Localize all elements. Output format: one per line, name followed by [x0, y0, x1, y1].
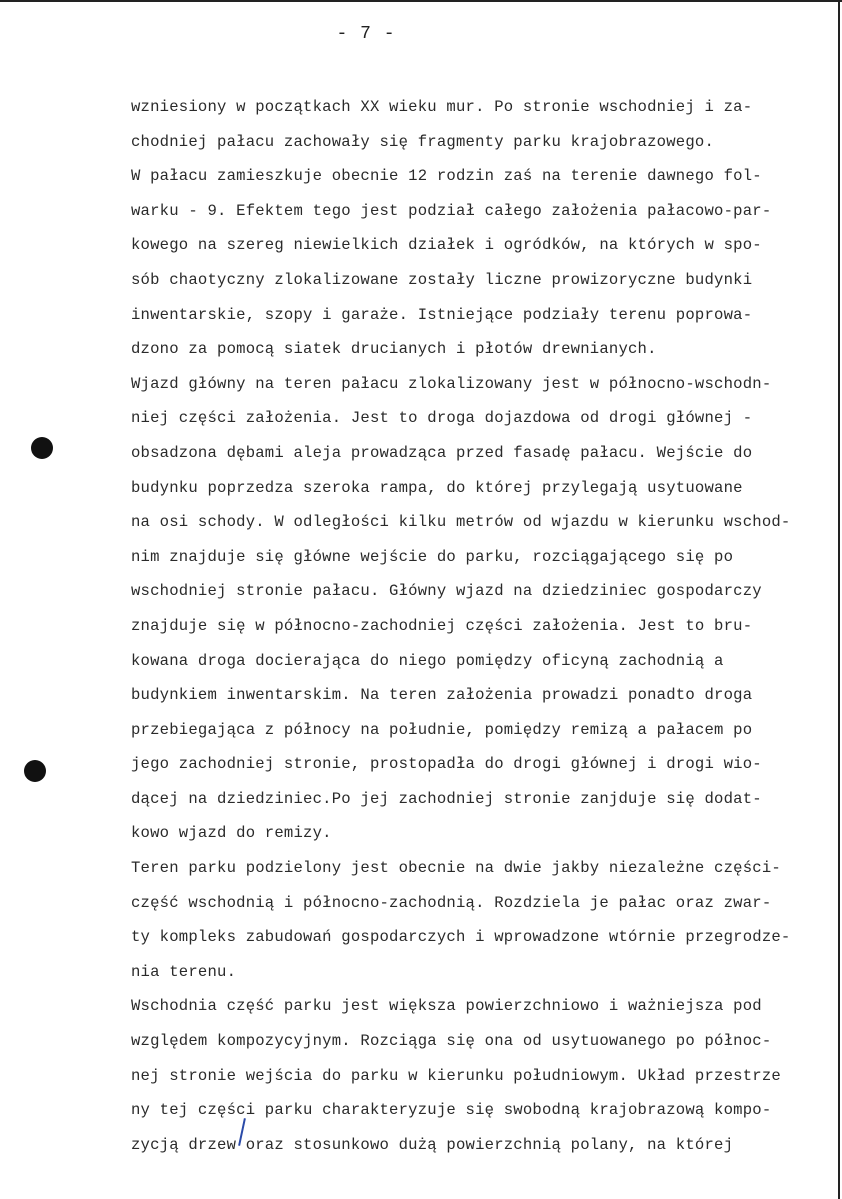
text-line: Wschodnia część parku jest większa powierzchniowo i ważniejsza pod — [131, 997, 762, 1016]
text-line: ty kompleks zabudowań gospodarczych i wprowadzone wtórnie przegrodze- — [131, 928, 791, 947]
text-line: Teren parku podzielony jest obecnie na dwie jakby niezależne części- — [131, 859, 781, 878]
text-line: kowo wjazd do remizy. — [131, 824, 332, 843]
typewritten-body — [131, 90, 837, 1162]
text-line: sób chaotyczny zlokalizowane zostały liczne prowizoryczne budynki — [131, 270, 753, 289]
text-line: wzniesiony w początkach XX wieku mur. Po stronie wschodniej i za- — [131, 98, 753, 116]
text-line: nia terenu. — [131, 962, 237, 981]
text-line: na osi schody. W odległości kilku metrów od wjazdu w kierunku wschod- — [131, 513, 791, 532]
text-line: zycją drzew oraz stosunkowo dużą powierzchnią polany, na której — [131, 1135, 734, 1154]
text-line: Wjazd główny na teren pałacu zlokalizowany jest w północno-wschodn- — [131, 374, 772, 393]
page-edge-top — [0, 0, 842, 2]
text-line: budynku poprzedza szeroka rampa, do której przylegają usytuowane — [131, 478, 743, 497]
punch-hole-mark — [31, 437, 53, 459]
text-line: nej stronie wejścia do parku w kierunku południowym. Układ przestrze — [131, 1066, 781, 1085]
text-line: przebiegająca z północy na południe, pomiędzy remizą a pałacem po — [131, 720, 753, 739]
text-line: nim znajduje się główne wejście do parku, rozciągającego się po — [131, 547, 734, 566]
text-line: względem kompozycyjnym. Rozciąga się ona od usytuowanego po północ- — [131, 1032, 772, 1051]
text-line: kowego na szereg niewielkich działek i ogródków, na których w spo- — [131, 236, 762, 255]
text-line: budynkiem inwentarskim. Na teren założenia prowadzi ponadto droga — [131, 686, 753, 705]
text-line: niej części założenia. Jest to droga dojazdowa od drogi głównej - — [131, 409, 753, 428]
text-line: inwentarskie, szopy i garaże. Istniejące podziały terenu poprowa- — [131, 305, 753, 324]
text-line: ny tej części parku charakteryzuje się swobodną krajobrazową kompo- — [131, 1101, 772, 1120]
text-line: obsadzona dębami aleja prowadząca przed fasadę pałacu. Wejście do — [131, 443, 753, 462]
text-line: część wschodnią i północno-zachodnią. Rozdziela je pałac oraz zwar- — [131, 893, 772, 912]
text-line: jego zachodniej stronie, prostopadła do drogi głównej i drogi wio- — [131, 755, 762, 774]
text-line: wschodniej stronie pałacu. Główny wjazd na dziedziniec gospodarczy — [131, 582, 762, 601]
text-line: dzono za pomocą siatek drucianych i płotów drewnianych. — [131, 340, 657, 359]
text-line: warku - 9. Efektem tego jest podział całego założenia pałacowo-par- — [131, 201, 772, 220]
text-line: kowana droga docierająca do niego pomiędzy oficyną zachodnią a — [131, 651, 724, 670]
text-line: W pałacu zamieszkuje obecnie 12 rodzin zaś na terenie dawnego fol- — [131, 167, 762, 186]
page-edge-right — [838, 0, 840, 1199]
text-line: chodniej pałacu zachowały się fragmenty parku krajobrazowego. — [131, 132, 715, 151]
text-line: dącej na dziedziniec.Po jej zachodniej stronie zanjduje się dodat- — [131, 789, 762, 808]
text-line: znajduje się w północno-zachodniej części założenia. Jest to bru- — [131, 616, 753, 635]
page-number: - 7 - — [336, 24, 396, 44]
punch-hole-mark — [24, 760, 46, 782]
